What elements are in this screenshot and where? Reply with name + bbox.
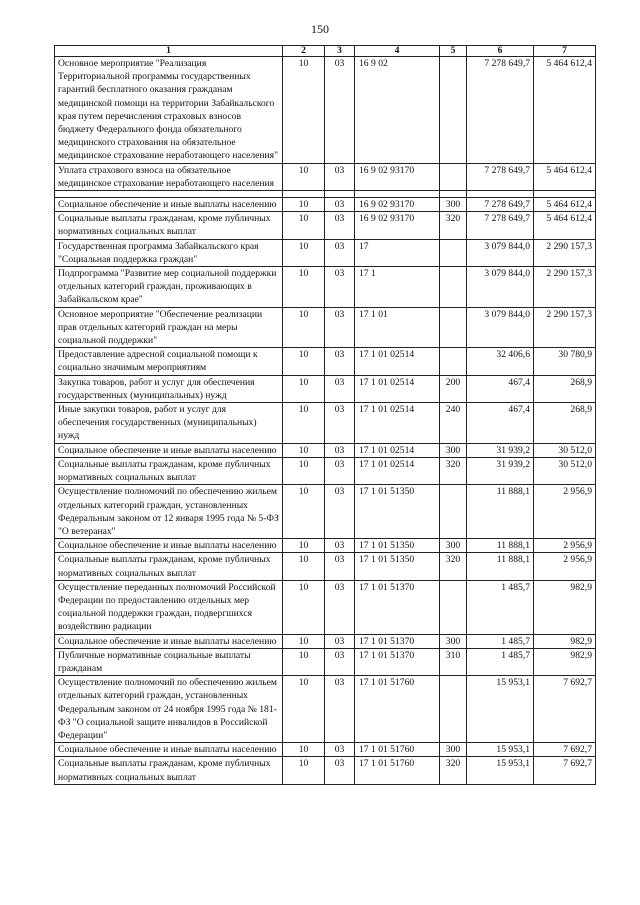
row-name: Предоставление адресной социальной помощи к социально значимым мероприятиям bbox=[55, 348, 283, 375]
table-row bbox=[55, 403, 596, 444]
row-expense-type: 240 bbox=[440, 403, 467, 444]
row-name: Социальное обеспечение и иные выплаты населению bbox=[55, 198, 283, 212]
row-target-code: 17 1 01 51350 bbox=[355, 553, 440, 580]
row-section: 10 bbox=[283, 648, 325, 675]
row-name: Социальные выплаты гражданам, кроме публичных нормативных социальных выплат bbox=[55, 553, 283, 580]
spacer-row bbox=[55, 191, 596, 198]
row-section: 10 bbox=[283, 634, 325, 648]
table-row bbox=[55, 757, 596, 784]
row-subsection: 03 bbox=[325, 375, 355, 402]
table-row bbox=[55, 375, 596, 402]
row-section: 10 bbox=[283, 485, 325, 539]
spacer-cell bbox=[467, 191, 534, 198]
row-subsection: 03 bbox=[325, 648, 355, 675]
row-subsection: 03 bbox=[325, 198, 355, 212]
row-name: Уплата страхового взноса на обязательное медицинское страхование неработающего населения bbox=[55, 163, 283, 190]
row-amount-year2: 2 290 157,3 bbox=[534, 239, 596, 266]
table-row bbox=[55, 57, 596, 164]
row-amount-year2: 30 512,0 bbox=[534, 443, 596, 457]
row-name: Основное мероприятие "Реализация Территориальной программы государственных гарантий бесплатного оказания гражданам медицинской помощи на территории Забайкальского края путем перечисления страховых взносов бюджету Федерального фонда обязательного медицинского страхования на обязательное медицинское страхование неработающего населения" bbox=[55, 57, 283, 164]
row-target-code: 17 1 01 51760 bbox=[355, 757, 440, 784]
row-amount-year1: 1 485,7 bbox=[467, 580, 534, 634]
row-target-code: 17 1 01 02514 bbox=[355, 443, 440, 457]
row-target-code: 17 bbox=[355, 239, 440, 266]
row-amount-year1: 7 278 649,7 bbox=[467, 57, 534, 164]
row-name: Подпрограмма "Развитие мер социальной поддержки отдельных категорий граждан, проживающих в Забайкальском крае" bbox=[55, 267, 283, 308]
row-target-code: 17 1 01 51370 bbox=[355, 580, 440, 634]
row-name: Социальное обеспечение и иные выплаты населению bbox=[55, 443, 283, 457]
table-row bbox=[55, 212, 596, 239]
row-name: Социальное обеспечение и иные выплаты населению bbox=[55, 634, 283, 648]
row-subsection: 03 bbox=[325, 457, 355, 484]
row-subsection: 03 bbox=[325, 757, 355, 784]
row-name: Социальные выплаты гражданам, кроме публичных нормативных социальных выплат bbox=[55, 212, 283, 239]
row-name: Социальные выплаты гражданам, кроме публичных нормативных социальных выплат bbox=[55, 757, 283, 784]
row-target-code: 17 1 01 02514 bbox=[355, 403, 440, 444]
row-amount-year2: 2 956,9 bbox=[534, 485, 596, 539]
row-expense-type: 200 bbox=[440, 375, 467, 402]
row-section: 10 bbox=[283, 757, 325, 784]
row-amount-year2: 2 290 157,3 bbox=[534, 267, 596, 308]
row-amount-year2: 268,9 bbox=[534, 375, 596, 402]
table-body bbox=[55, 57, 596, 785]
row-amount-year1: 467,4 bbox=[467, 403, 534, 444]
row-target-code: 17 1 01 02514 bbox=[355, 348, 440, 375]
row-name: Осуществление полномочий по обеспечению жильем отдельных категорий граждан, установленных Федеральным законом от 24 ноября 1995 года № 181-ФЗ "О социальной защите инвалидов в Российской Федерации" bbox=[55, 676, 283, 743]
row-expense-type: 310 bbox=[440, 648, 467, 675]
table-row bbox=[55, 163, 596, 190]
row-target-code: 17 1 01 51760 bbox=[355, 743, 440, 757]
row-amount-year1: 15 953,1 bbox=[467, 757, 534, 784]
row-subsection: 03 bbox=[325, 634, 355, 648]
row-amount-year1: 7 278 649,7 bbox=[467, 212, 534, 239]
row-section: 10 bbox=[283, 267, 325, 308]
row-name: Социальное обеспечение и иные выплаты населению bbox=[55, 743, 283, 757]
row-subsection: 03 bbox=[325, 307, 355, 348]
row-subsection: 03 bbox=[325, 553, 355, 580]
row-amount-year1: 11 888,1 bbox=[467, 539, 534, 553]
header-cell: 5 bbox=[440, 46, 467, 57]
row-subsection: 03 bbox=[325, 580, 355, 634]
row-target-code: 17 1 01 02514 bbox=[355, 457, 440, 484]
row-section: 10 bbox=[283, 212, 325, 239]
row-amount-year2: 7 692,7 bbox=[534, 757, 596, 784]
row-target-code: 17 1 01 51370 bbox=[355, 634, 440, 648]
row-amount-year1: 15 953,1 bbox=[467, 743, 534, 757]
row-subsection: 03 bbox=[325, 443, 355, 457]
row-expense-type bbox=[440, 57, 467, 164]
row-amount-year2: 982,9 bbox=[534, 580, 596, 634]
row-name: Государственная программа Забайкальского края "Социальная поддержка граждан" bbox=[55, 239, 283, 266]
row-amount-year1: 1 485,7 bbox=[467, 634, 534, 648]
row-amount-year2: 982,9 bbox=[534, 648, 596, 675]
row-amount-year2: 982,9 bbox=[534, 634, 596, 648]
row-name: Осуществление полномочий по обеспечению жильем отдельных категорий граждан, установленных Федеральным законом от 12 января 1995 года № 5-ФЗ "О ветеранах" bbox=[55, 485, 283, 539]
row-amount-year2: 30 512,0 bbox=[534, 457, 596, 484]
row-section: 10 bbox=[283, 676, 325, 743]
row-expense-type: 320 bbox=[440, 457, 467, 484]
header-cell: 7 bbox=[534, 46, 596, 57]
spacer-cell bbox=[55, 191, 283, 198]
row-section: 10 bbox=[283, 57, 325, 164]
row-subsection: 03 bbox=[325, 239, 355, 266]
row-amount-year1: 7 278 649,7 bbox=[467, 163, 534, 190]
row-subsection: 03 bbox=[325, 212, 355, 239]
row-subsection: 03 bbox=[325, 267, 355, 308]
row-expense-type: 320 bbox=[440, 757, 467, 784]
row-expense-type bbox=[440, 267, 467, 308]
row-amount-year1: 11 888,1 bbox=[467, 485, 534, 539]
row-target-code: 16 9 02 bbox=[355, 57, 440, 164]
row-amount-year2: 5 464 612,4 bbox=[534, 212, 596, 239]
row-amount-year2: 5 464 612,4 bbox=[534, 163, 596, 190]
table-row bbox=[55, 457, 596, 484]
row-subsection: 03 bbox=[325, 676, 355, 743]
spacer-cell bbox=[440, 191, 467, 198]
row-subsection: 03 bbox=[325, 485, 355, 539]
spacer-cell bbox=[355, 191, 440, 198]
row-section: 10 bbox=[283, 403, 325, 444]
table-row bbox=[55, 676, 596, 743]
row-section: 10 bbox=[283, 348, 325, 375]
row-name: Социальное обеспечение и иные выплаты населению bbox=[55, 539, 283, 553]
row-section: 10 bbox=[283, 307, 325, 348]
header-cell: 2 bbox=[283, 46, 325, 57]
row-subsection: 03 bbox=[325, 743, 355, 757]
spacer-cell bbox=[534, 191, 596, 198]
row-amount-year2: 7 692,7 bbox=[534, 743, 596, 757]
row-amount-year1: 3 079 844,0 bbox=[467, 267, 534, 308]
row-section: 10 bbox=[283, 539, 325, 553]
row-target-code: 17 1 01 02514 bbox=[355, 375, 440, 402]
row-target-code: 16 9 02 93170 bbox=[355, 198, 440, 212]
table-row bbox=[55, 239, 596, 266]
row-target-code: 17 1 01 bbox=[355, 307, 440, 348]
budget-table bbox=[54, 45, 596, 785]
row-section: 10 bbox=[283, 457, 325, 484]
row-section: 10 bbox=[283, 239, 325, 266]
row-amount-year2: 5 464 612,4 bbox=[534, 57, 596, 164]
row-section: 10 bbox=[283, 743, 325, 757]
row-amount-year1: 11 888,1 bbox=[467, 553, 534, 580]
row-amount-year1: 15 953,1 bbox=[467, 676, 534, 743]
row-section: 10 bbox=[283, 443, 325, 457]
row-subsection: 03 bbox=[325, 163, 355, 190]
row-expense-type bbox=[440, 348, 467, 375]
row-name: Осуществление переданных полномочий Российской Федерации по предоставлению отдельных мер социальной поддержки граждан, подвергшихся воздействию радиации bbox=[55, 580, 283, 634]
row-target-code: 17 1 bbox=[355, 267, 440, 308]
table-row bbox=[55, 553, 596, 580]
row-expense-type bbox=[440, 307, 467, 348]
row-amount-year1: 3 079 844,0 bbox=[467, 307, 534, 348]
row-expense-type bbox=[440, 163, 467, 190]
row-target-code: 17 1 01 51760 bbox=[355, 676, 440, 743]
header-row bbox=[55, 46, 596, 57]
row-amount-year1: 7 278 649,7 bbox=[467, 198, 534, 212]
table-row bbox=[55, 198, 596, 212]
row-amount-year1: 31 939,2 bbox=[467, 457, 534, 484]
row-subsection: 03 bbox=[325, 348, 355, 375]
row-target-code: 16 9 02 93170 bbox=[355, 212, 440, 239]
spacer-cell bbox=[325, 191, 355, 198]
row-expense-type: 300 bbox=[440, 634, 467, 648]
row-name: Иные закупки товаров, работ и услуг для обеспечения государственных (муниципальных) нужд bbox=[55, 403, 283, 444]
row-section: 10 bbox=[283, 163, 325, 190]
header-cell: 3 bbox=[325, 46, 355, 57]
row-subsection: 03 bbox=[325, 403, 355, 444]
row-target-code: 17 1 01 51350 bbox=[355, 539, 440, 553]
table-row bbox=[55, 634, 596, 648]
row-subsection: 03 bbox=[325, 539, 355, 553]
spacer-cell bbox=[283, 191, 325, 198]
table-row bbox=[55, 539, 596, 553]
row-amount-year2: 2 290 157,3 bbox=[534, 307, 596, 348]
row-expense-type: 300 bbox=[440, 198, 467, 212]
row-section: 10 bbox=[283, 198, 325, 212]
row-target-code: 16 9 02 93170 bbox=[355, 163, 440, 190]
row-amount-year2: 30 780,9 bbox=[534, 348, 596, 375]
table-row bbox=[55, 267, 596, 308]
row-expense-type bbox=[440, 485, 467, 539]
row-amount-year2: 7 692,7 bbox=[534, 676, 596, 743]
row-amount-year1: 32 406,6 bbox=[467, 348, 534, 375]
row-name: Публичные нормативные социальные выплаты гражданам bbox=[55, 648, 283, 675]
row-amount-year1: 467,4 bbox=[467, 375, 534, 402]
row-name: Основное мероприятие "Обеспечение реализации прав отдельных категорий граждан на меры социальной поддержки" bbox=[55, 307, 283, 348]
header-cell: 4 bbox=[355, 46, 440, 57]
row-amount-year1: 3 079 844,0 bbox=[467, 239, 534, 266]
row-amount-year2: 2 956,9 bbox=[534, 539, 596, 553]
row-expense-type: 300 bbox=[440, 539, 467, 553]
row-amount-year1: 31 939,2 bbox=[467, 443, 534, 457]
row-subsection: 03 bbox=[325, 57, 355, 164]
row-name: Закупка товаров, работ и услуг для обеспечения государственных (муниципальных) нужд bbox=[55, 375, 283, 402]
row-amount-year1: 1 485,7 bbox=[467, 648, 534, 675]
header-cell: 6 bbox=[467, 46, 534, 57]
table-row bbox=[55, 648, 596, 675]
table-row bbox=[55, 580, 596, 634]
row-target-code: 17 1 01 51370 bbox=[355, 648, 440, 675]
row-amount-year2: 2 956,9 bbox=[534, 553, 596, 580]
table-row bbox=[55, 348, 596, 375]
table-row bbox=[55, 485, 596, 539]
row-amount-year2: 268,9 bbox=[534, 403, 596, 444]
row-expense-type bbox=[440, 239, 467, 266]
row-name: Социальные выплаты гражданам, кроме публичных нормативных социальных выплат bbox=[55, 457, 283, 484]
row-amount-year2: 5 464 612,4 bbox=[534, 198, 596, 212]
row-expense-type: 320 bbox=[440, 553, 467, 580]
row-section: 10 bbox=[283, 375, 325, 402]
row-section: 10 bbox=[283, 553, 325, 580]
table-row bbox=[55, 743, 596, 757]
row-expense-type: 300 bbox=[440, 443, 467, 457]
table-row bbox=[55, 307, 596, 348]
row-target-code: 17 1 01 51350 bbox=[355, 485, 440, 539]
row-expense-type: 300 bbox=[440, 743, 467, 757]
page-number: 150 bbox=[311, 22, 329, 36]
row-section: 10 bbox=[283, 580, 325, 634]
table-row bbox=[55, 443, 596, 457]
header-cell: 1 bbox=[55, 46, 283, 57]
row-expense-type bbox=[440, 580, 467, 634]
row-expense-type: 320 bbox=[440, 212, 467, 239]
row-expense-type bbox=[440, 676, 467, 743]
